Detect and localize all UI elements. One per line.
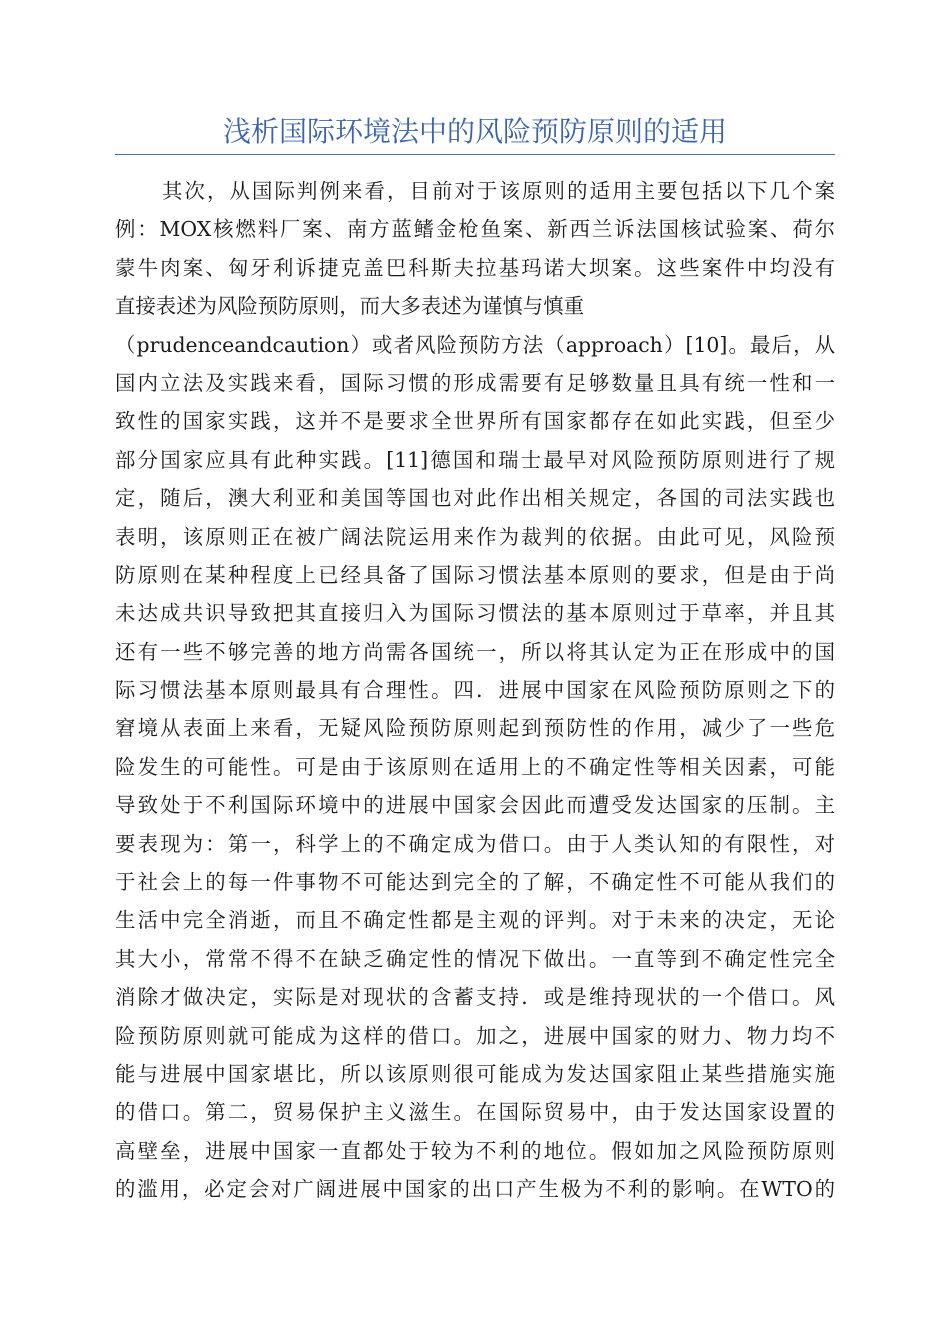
document-title: 浅析国际环境法中的风险预防原则的适用: [222, 115, 727, 148]
paragraph-line: 高壁垒，进展中国家一直都处于较为不利的地位。假如加之风险预防原则: [115, 1138, 835, 1163]
paragraph-line: 的滥用，必定会对广阔进展中国家的出口产生极为不利的影响。在WTO的: [115, 1177, 835, 1202]
paragraph-line: 致性的国家实践，这并不是要求全世界所有国家都存在如此实践，但至少: [115, 409, 835, 434]
paragraph-line: 导致处于不利国际环境中的进展中国家会因此而遭受发达国家的压制。主: [115, 793, 835, 818]
paragraph-line: 例：MOX核燃料厂案、南方蓝鳍金枪鱼案、新西兰诉法国核试验案、荷尔: [115, 217, 835, 242]
paragraph-line: 防原则在某种程度上已经具备了国际习惯法基本原则的要求，但是由于尚: [115, 562, 835, 587]
paragraph-line: 还有一些不够完善的地方尚需各国统一，所以将其认定为正在形成中的国: [115, 639, 835, 664]
paragraph-line: 生活中完全消逝，而且不确定性都是主观的评判。对于未来的决定，无论: [115, 908, 835, 933]
paragraph-line: 于社会上的每一件事物不可能达到完全的了解，不确定性不可能从我们的: [115, 870, 835, 895]
paragraph-line: 表明，该原则正在被广阔法院运用来作为裁判的依据。由此可见，风险预: [115, 524, 835, 549]
paragraph-line: 其大小，常常不得不在缺乏确定性的情况下做出。一直等到不确定性完全: [115, 946, 835, 971]
paragraph-line: 险预防原则就可能成为这样的借口。加之，进展中国家的财力、物力均不: [115, 1023, 835, 1048]
paragraph-line: 能与进展中国家堪比，所以该原则很可能成为发达国家阻止某些措施实施: [115, 1061, 835, 1086]
paragraph-line: 未达成共识导致把其直接归入为国际习惯法的基本原则过于草率，并且其: [115, 601, 835, 626]
paragraph-line: 际习惯法基本原则最具有合理性。四．进展中国家在风险预防原则之下的: [115, 678, 835, 703]
paragraph-line: 其次，从国际判例来看，目前对于该原则的适用主要包括以下几个案: [162, 179, 835, 203]
paragraph-line: 国内立法及实践来看，国际习惯的形成需要有足够数量且具有统一性和一: [115, 370, 835, 395]
paragraph-line: 直接表述为风险预防原则，而大多表述为谨慎与慎重: [115, 294, 584, 319]
paragraph-line: 消除才做决定，实际是对现状的含蓄支持．或是维持现状的一个借口。风: [115, 985, 835, 1010]
paragraph-line: 蒙牛肉案、匈牙利诉捷克盖巴科斯夫拉基玛诺大坝案。这些案件中均没有: [115, 255, 835, 280]
paragraph-line: （prudenceandcaution）或者风险预防方法（approach）[10]。最后，从: [115, 332, 835, 357]
title-underline: [115, 154, 835, 155]
paragraph-line: 窘境从表面上来看，无疑风险预防原则起到预防性的作用，减少了一些危: [115, 716, 835, 741]
paragraph-line: 部分国家应具有此种实践。[11]德国和瑞士最早对风险预防原则进行了规: [115, 447, 835, 472]
paragraph-line: 险发生的可能性。可是由于该原则在适用上的不确定性等相关因素，可能: [115, 754, 835, 779]
paragraph-line: 定，随后，澳大利亚和美国等国也对此作出相关规定，各国的司法实践也: [115, 486, 835, 511]
paragraph-line: 的借口。第二，贸易保护主义滋生。在国际贸易中，由于发达国家设置的: [115, 1100, 835, 1125]
paragraph-line: 要表现为：第一，科学上的不确定成为借口。由于人类认知的有限性，对: [115, 831, 835, 856]
document-body: [115, 172, 835, 1209]
